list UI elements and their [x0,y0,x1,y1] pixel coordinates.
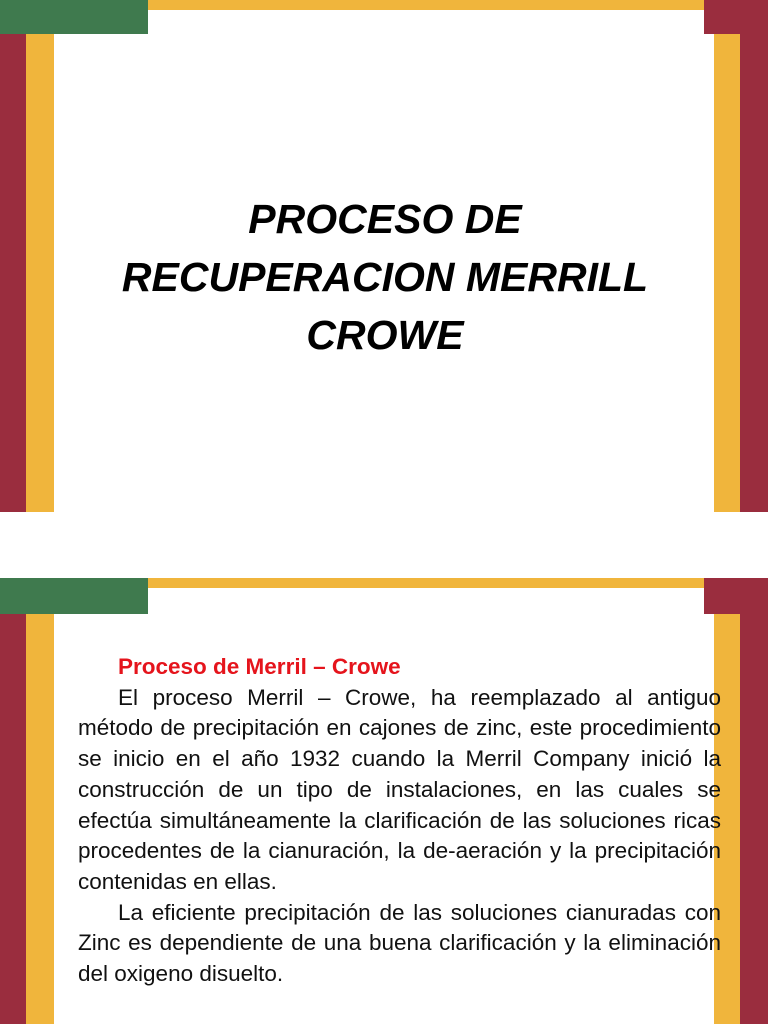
title-line-2: RECUPERACION MERRILL [121,254,649,300]
title-line-1: PROCESO DE [248,196,522,242]
left-maroon-column-2 [0,614,26,1024]
right-gold-column [714,34,740,512]
right-maroon-column-2 [740,614,768,1024]
section-heading: Proceso de Merril – Crowe [118,654,401,679]
right-maroon-column [740,34,768,512]
top-right-maroon-bar-2 [704,578,768,614]
paragraph-1: El proceso Merril – Crowe, ha reemplazado al antiguo método de precipitación en cajones de zinc, este procedimiento se inicio en el año 1932 cuando la Merril Company inició la construcción de un tipo de instalaciones, en las cuales se efectúa simultáneamente la clarificación de las soluciones ricas procedentes de la cianuración, la de-aeración y la precipitación contenidas en ellas. [78,684,721,894]
left-maroon-column [0,34,26,512]
top-gold-strip-2 [148,578,704,588]
top-gold-strip [148,0,704,10]
top-left-green-bar [0,0,148,34]
left-gold-column-2 [26,614,54,1024]
left-gold-column [26,34,54,512]
slide-title [60,190,710,364]
slide-body [78,652,721,990]
top-left-green-bar-2 [0,578,148,614]
paragraph-2: La eficiente precipitación de las soluciones cianuradas con Zinc es dependiente de una buena clarificación y la eliminación del oxigeno disuelto. [78,899,721,987]
title-line-3: CROWE [306,312,464,358]
top-right-maroon-bar [704,0,768,34]
